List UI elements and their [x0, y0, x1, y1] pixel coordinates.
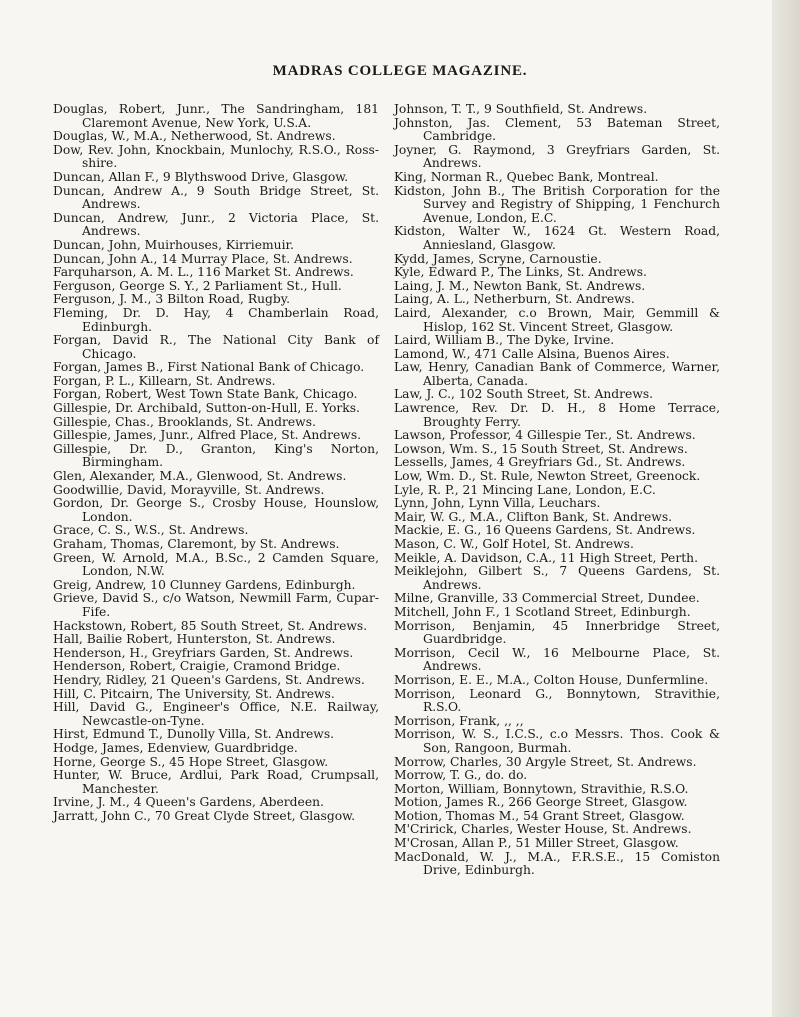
directory-entry: Hall, Bailie Robert, Hunterston, St. Andrews.: [53, 632, 336, 647]
directory-entry: Morton, William, Bonnytown, Stravithie, R.S.O.: [394, 781, 689, 796]
directory-entry: Forgan, David R., The National City Bank of Chicago.: [53, 333, 379, 361]
directory-entry: Mason, C. W., Golf Hotel, St. Andrews.: [394, 537, 634, 551]
directory-entry: Milne, Granville, 33 Commercial Street, Dundee.: [394, 591, 700, 606]
directory-entry: Jarratt, John C., 70 Great Clyde Street, Glasgow.: [53, 808, 356, 823]
directory-entry: Motion, Thomas M., 54 Grant Street, Glasgow.: [394, 808, 685, 823]
directory-entry: King, Norman R., Quebec Bank, Montreal.: [394, 169, 659, 184]
directory-entry: Low, Wm. D., St. Rule, Newton Street, Greenock.: [394, 469, 701, 484]
directory-entry: Graham, Thomas, Claremont, by St. Andrews.: [53, 537, 340, 551]
directory-entry: Fleming, Dr. D. Hay, 4 Chamberlain Road, Edinburgh.: [53, 305, 379, 334]
directory-entry: Farquharson, A. M. L., 116 Market St. Andrews.: [53, 265, 354, 280]
directory-entry: Laird, William B., The Dyke, Irvine.: [394, 333, 615, 348]
directory-entry: Douglas, Robert, Junr., The Sandringham, 181 Claremont Avenue, New York, U.S.A.: [53, 102, 379, 130]
directory-entry: Grace, C. S., W.S., St. Andrews.: [53, 523, 249, 538]
directory-entry: Duncan, Andrew A., 9 South Bridge Street, St. Andrews.: [53, 183, 379, 212]
directory-entry: Dow, Rev. John, Knockbain, Munlochy, R.S.O., Ross-shire.: [53, 142, 379, 171]
directory-entry: Laing, A. L., Netherburn, St. Andrews.: [394, 292, 635, 307]
directory-entry: Morrison, Benjamin, 45 Innerbridge Street, Guardbridge.: [394, 618, 720, 647]
directory-entry: Grieve, David S., c/o Watson, Newmill Farm, Cupar-Fife.: [53, 591, 379, 619]
directory-entry: M'Crosan, Allan P., 51 Miller Street, Glasgow.: [394, 836, 679, 851]
directory-entry: Meikle, A. Davidson, C.A., 11 High Street, Perth.: [394, 550, 698, 565]
directory-entry: Morrison, Frank, ,, ,,: [394, 713, 524, 728]
directory-entry: Laird, Alexander, c.o Brown, Mair, Gemmill & Hislop, 162 St. Vincent Street, Glasgow.: [394, 305, 720, 334]
directory-entry: Hunter, W. Bruce, Ardlui, Park Road, Crumpsall, Manchester.: [53, 768, 379, 796]
directory-entry: Duncan, Allan F., 9 Blythswood Drive, Glasgow.: [53, 169, 349, 184]
directory-entry: Hill, David G., Engineer's Office, N.E. Railway, Newcastle-on-Tyne.: [53, 700, 379, 728]
directory-entry: Gillespie, Chas., Brooklands, St. Andrews.: [53, 414, 316, 429]
directory-entry: Forgan, James B., First National Bank of Chicago.: [53, 360, 365, 375]
directory-entry: Morrison, E. E., M.A., Colton House, Dunfermline.: [394, 672, 709, 687]
directory-entry: Hendry, Ridley, 21 Queen's Gardens, St. Andrews.: [53, 672, 365, 687]
directory-entry: Ferguson, George S. Y., 2 Parliament St., Hull.: [53, 278, 342, 293]
directory-entry: Joyner, G. Raymond, 3 Greyfriars Garden, St. Andrews.: [394, 142, 720, 171]
directory-entry: Duncan, Andrew, Junr., 2 Victoria Place, St. Andrews.: [53, 210, 379, 239]
directory-entry: Motion, James R., 266 George Street, Glasgow.: [394, 795, 688, 810]
directory-entry: Douglas, W., M.A., Netherwood, St. Andrews.: [53, 129, 336, 144]
directory-entry: Mair, W. G., M.A., Clifton Bank, St. Andrews.: [394, 509, 673, 524]
directory-entry: Mackie, E. G., 16 Queens Gardens, St. Andrews.: [394, 523, 696, 538]
directory-entry: Greig, Andrew, 10 Clunney Gardens, Edinburgh.: [53, 577, 356, 592]
directory-entry: Laing, J. M., Newton Bank, St. Andrews.: [394, 278, 646, 293]
directory-entry: Gillespie, James, Junr., Alfred Place, St. Andrews.: [53, 428, 362, 443]
directory-entry: Johnston, Jas. Clement, 53 Bateman Street, Cambridge.: [394, 115, 720, 144]
directory-entry: Lawson, Professor, 4 Gillespie Ter., St. Andrews.: [394, 428, 696, 443]
directory-entry: Morrison, Cecil W., 16 Melbourne Place, St. Andrews.: [394, 645, 720, 674]
directory-entry: Morrison, W. S., I.C.S., c.o Messrs. Thos. Cook & Son, Rangoon, Burmah.: [394, 727, 720, 755]
directory-entry: Gillespie, Dr. D., Granton, King's Norton, Birmingham.: [53, 441, 379, 470]
directory-entry: Meiklejohn, Gilbert S., 7 Queens Gardens, St. Andrews.: [394, 564, 720, 592]
directory-entry: Duncan, John, Muirhouses, Kirriemuir.: [53, 237, 294, 252]
directory-entry: Gordon, Dr. George S., Crosby House, Hounslow, London.: [53, 496, 379, 524]
directory-entry: Kydd, James, Scryne, Carnoustie.: [394, 251, 602, 266]
directory-entry: Lawrence, Rev. Dr. D. H., 8 Home Terrace, Broughty Ferry.: [394, 401, 720, 429]
directory-entry: Horne, George S., 45 Hope Street, Glasgow.: [53, 754, 329, 769]
directory-entry: M'Cririck, Charles, Wester House, St. Andrews.: [394, 822, 692, 837]
directory-entry: Morrow, T. G., do. do.: [394, 768, 528, 783]
directory-entry: Hodge, James, Edenview, Guardbridge.: [53, 740, 298, 755]
right-column: [394, 103, 720, 878]
directory-entry: Henderson, Robert, Craigie, Cramond Bridge.: [53, 659, 341, 674]
directory-entry: Johnson, T. T., 9 Southfield, St. Andrews.: [394, 102, 648, 116]
directory-entry: Lamond, W., 471 Calle Alsina, Buenos Aires.: [394, 346, 670, 361]
directory-entry: Green, W. Arnold, M.A., B.Sc., 2 Camden Square, London, N.W.: [53, 550, 379, 579]
directory-entry: Hill, C. Pitcairn, The University, St. Andrews.: [53, 686, 335, 701]
directory-entry: Lowson, Wm. S., 15 South Street, St. Andrews.: [394, 441, 688, 456]
directory-entry: Goodwillie, David, Morayville, St. Andrews.: [53, 482, 325, 497]
directory-entry: Gillespie, Dr. Archibald, Sutton-on-Hull, E. Yorks.: [53, 401, 360, 416]
directory-entry: Ferguson, J. M., 3 Bilton Road, Rugby.: [53, 292, 291, 307]
directory-entry: Irvine, J. M., 4 Queen's Gardens, Aberdeen.: [53, 795, 324, 810]
directory-entry: Forgan, P. L., Killearn, St. Andrews.: [53, 373, 276, 388]
directory-entry: Lyle, R. P., 21 Mincing Lane, London, E.C.: [394, 482, 656, 497]
directory-entry: Duncan, John A., 14 Murray Place, St. Andrews.: [53, 251, 353, 266]
directory-entry: Henderson, H., Greyfriars Garden, St. Andrews.: [53, 645, 354, 660]
directory-entry: Law, J. C., 102 South Street, St. Andrews.: [394, 387, 654, 402]
directory-entry: Kidston, John B., The British Corporation for the Survey and Registry of Shipping, 1 Fenchurch Avenue, London, E.C.: [394, 183, 720, 225]
directory-entry: Hirst, Edmund T., Dunolly Villa, St. Andrews.: [53, 727, 335, 742]
directory-entry: Kidston, Walter W., 1624 Gt. Western Road, Anniesland, Glasgow.: [394, 224, 720, 252]
directory-entry: Lynn, John, Lynn Villa, Leuchars.: [394, 496, 601, 511]
directory-entry: Glen, Alexander, M.A., Glenwood, St. Andrews.: [53, 469, 347, 484]
directory-entry: MacDonald, W. J., M.A., F.R.S.E., 15 Comiston Drive, Edinburgh.: [394, 849, 720, 878]
directory-entry: Kyle, Edward P., The Links, St. Andrews.: [394, 265, 647, 280]
left-column: [53, 103, 379, 823]
directory-entry: Morrison, Leonard G., Bonnytown, Stravithie, R.S.O.: [394, 686, 720, 715]
directory-entry: Mitchell, John F., 1 Scotland Street, Edinburgh.: [394, 604, 691, 619]
page-edge-shadow: [772, 0, 800, 1017]
directory-entry: Lessells, James, 4 Greyfriars Gd., St. Andrews.: [394, 455, 686, 470]
directory-entry: Law, Henry, Canadian Bank of Commerce, Warner, Alberta, Canada.: [394, 360, 720, 388]
directory-entry: Forgan, Robert, West Town State Bank, Chicago.: [53, 387, 358, 402]
directory-entry: Hackstown, Robert, 85 South Street, St. Andrews.: [53, 618, 368, 633]
directory-entry: Morrow, Charles, 30 Argyle Street, St. Andrews.: [394, 754, 697, 769]
page-title: MADRAS COLLEGE MAGAZINE.: [272, 63, 528, 79]
